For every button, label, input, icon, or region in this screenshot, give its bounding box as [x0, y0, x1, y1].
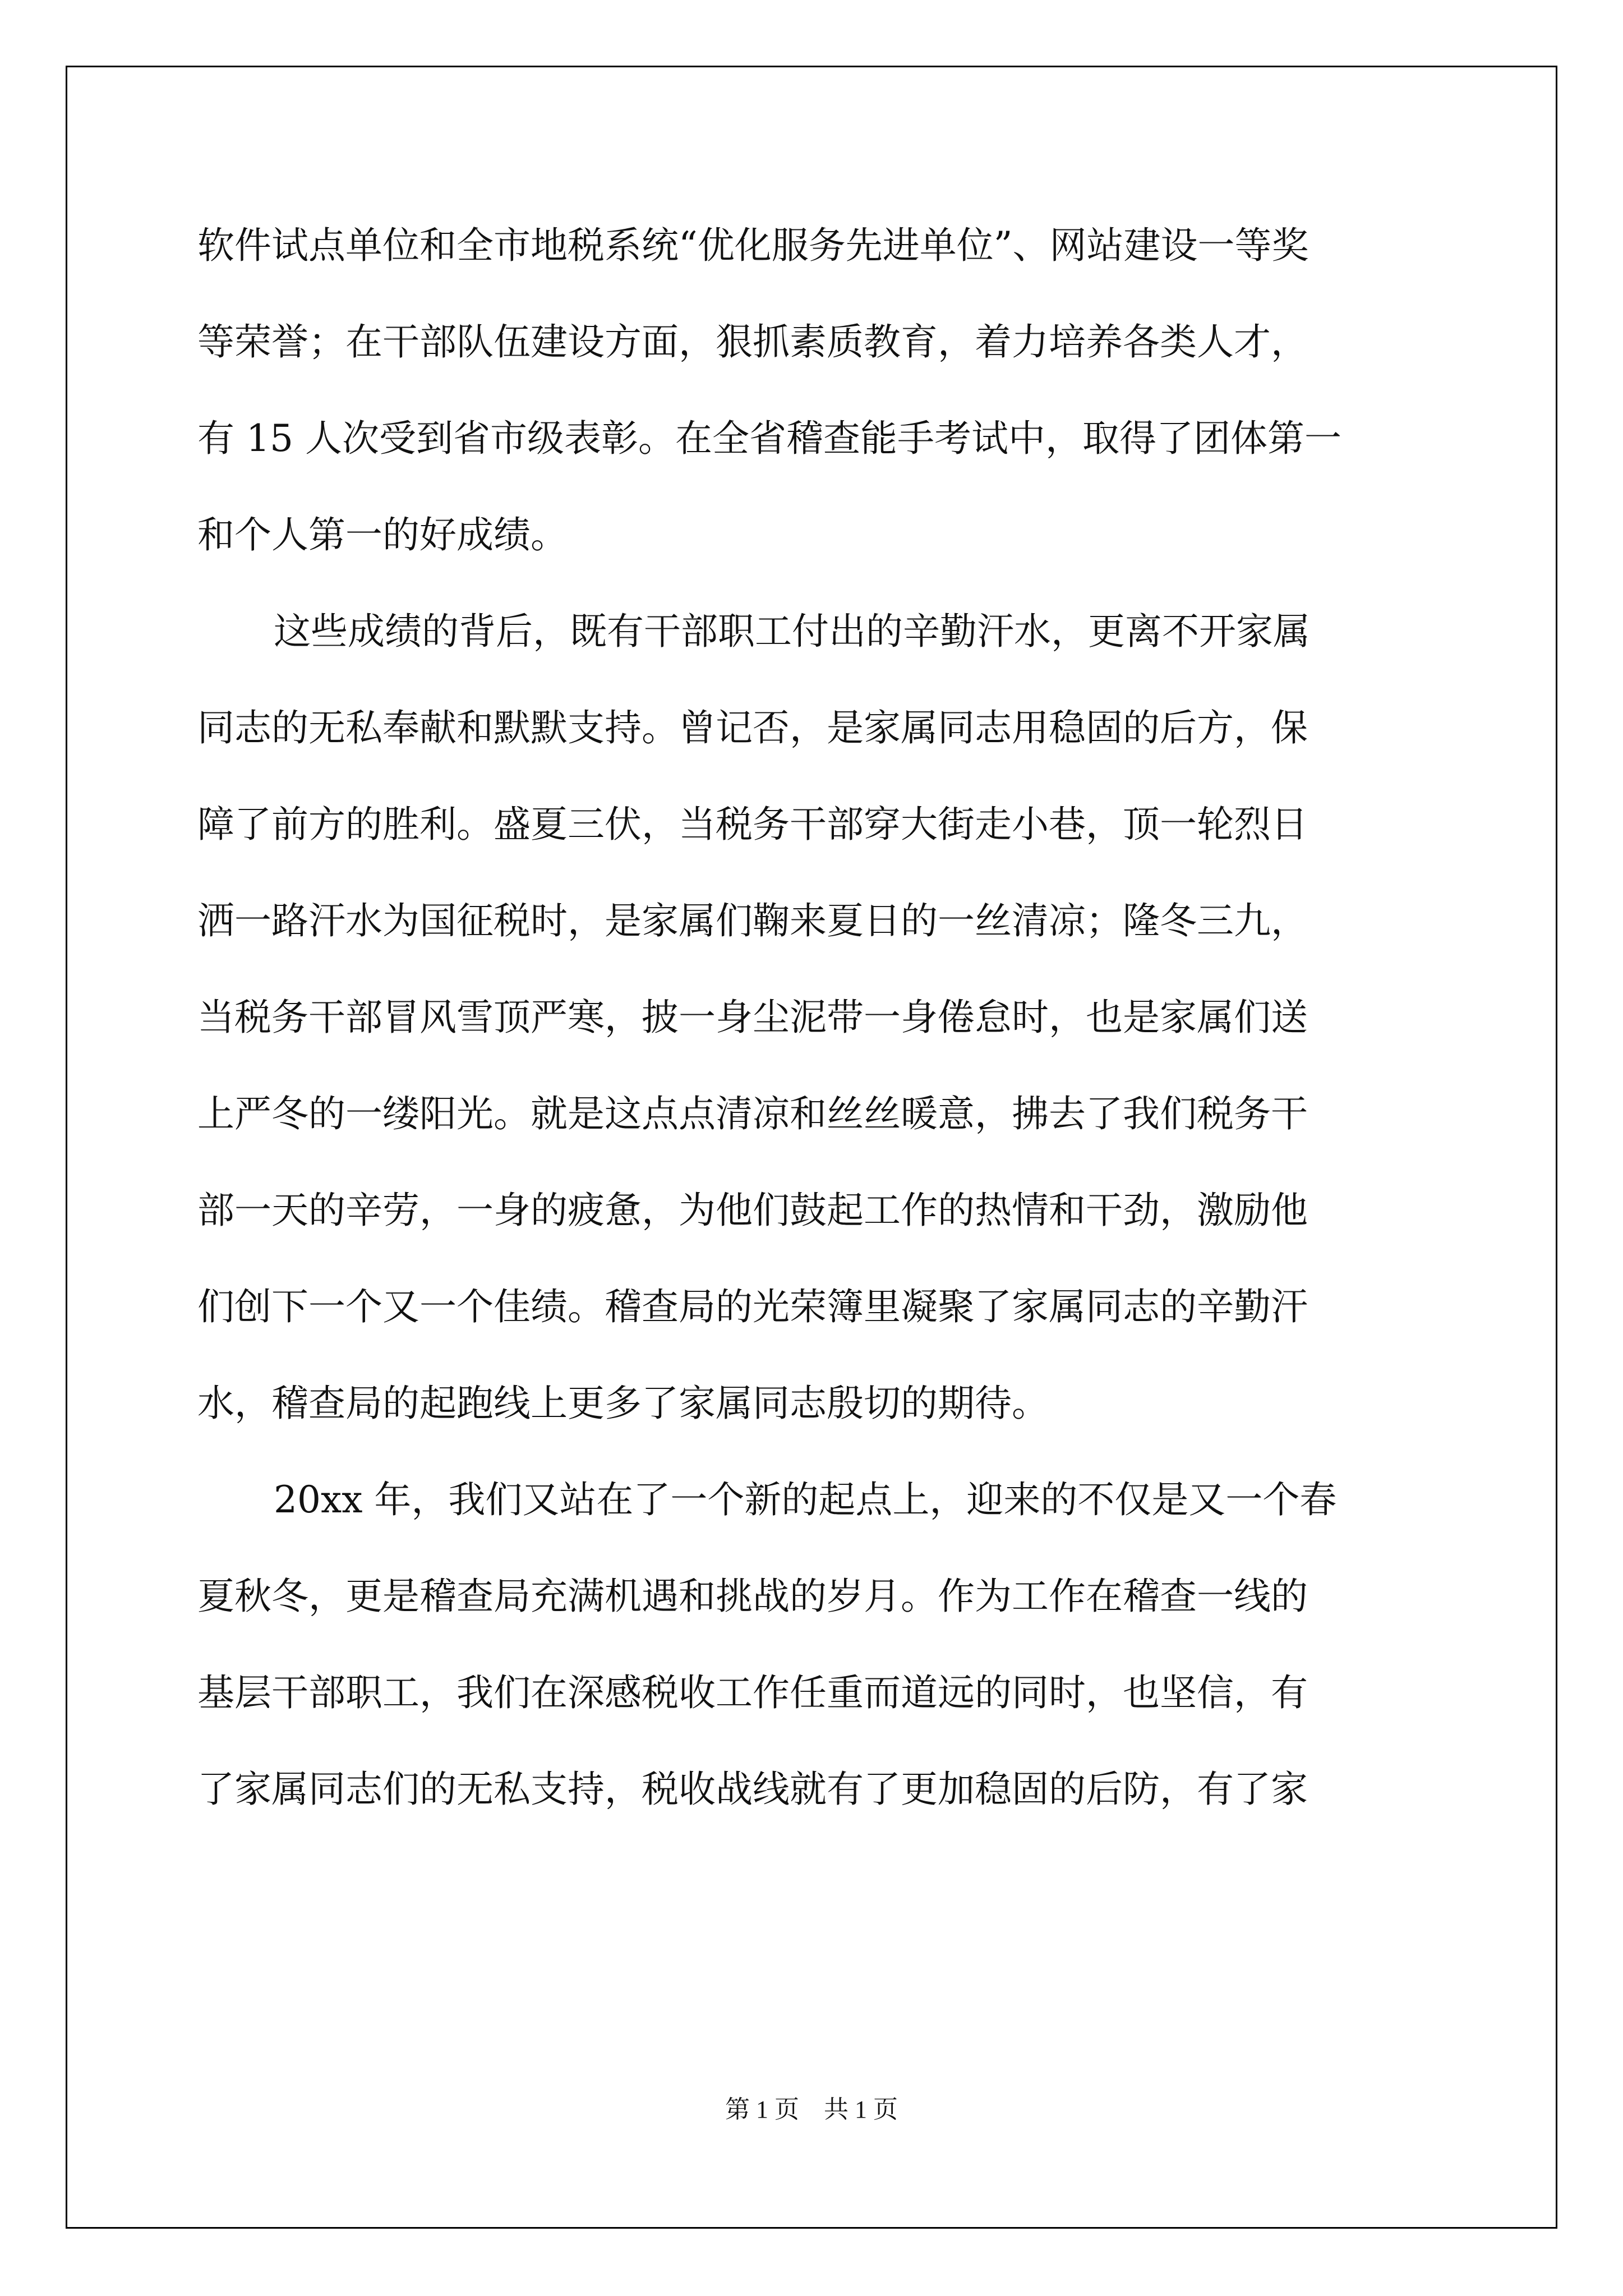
text-line-indented: 20xx 年，我们又站在了一个新的起点上，迎来的不仅是又一个春	[274, 1478, 1337, 1521]
text-line: 和个人第一的好成绩。	[197, 513, 568, 556]
text-line: 有 15 人次受到省市级表彰。在全省稽查能手考试中，取得了团体第一	[197, 417, 1341, 460]
text-line: 上严冬的一缕阳光。就是这点点清凉和丝丝暖意，拂去了我们税务干	[197, 1092, 1308, 1135]
text-line: 当税务干部冒风雪顶严寒，披一身尘泥带一身倦怠时，也是家属们送	[197, 996, 1308, 1039]
text-line: 水，稽查局的起跑线上更多了家属同志殷切的期待。	[197, 1382, 1049, 1425]
text-line: 们创下一个又一个佳绩。稽查局的光荣簿里凝聚了家属同志的辛勤汗	[197, 1285, 1308, 1328]
text-line: 软件试点单位和全市地税系统“优化服务先进单位”、网站建设一等奖	[197, 224, 1309, 267]
text-line: 夏秋冬，更是稽查局充满机遇和挑战的岁月。作为工作在稽查一线的	[197, 1575, 1308, 1618]
text-line: 洒一路汗水为国征税时，是家属们鞠来夏日的一丝清凉；隆冬三九，	[197, 899, 1308, 942]
text-line: 障了前方的胜利。盛夏三伏，当税务干部穿大街走小巷，顶一轮烈日	[197, 803, 1308, 846]
text-line: 了家属同志们的无私支持，税收战线就有了更加稳固的后防，有了家	[197, 1768, 1308, 1811]
text-line: 基层干部职工，我们在深感税收工作任重而道远的同时，也坚信，有	[197, 1671, 1308, 1714]
text-line: 同志的无私奉献和默默支持。曾记否，是家属同志用稳固的后方，保	[197, 706, 1308, 749]
text-line: 部一天的辛劳，一身的疲惫，为他们鼓起工作的热情和干劲，激励他	[197, 1189, 1308, 1232]
page-border	[66, 66, 1557, 2229]
text-line: 等荣誉；在干部队伍建设方面，狠抓素质教育，着力培养各类人才，	[197, 320, 1308, 364]
text-line-indented: 这些成绩的背后，既有干部职工付出的辛勤汗水，更离不开家属	[274, 610, 1310, 653]
page-number-footer: 第 1 页 共 1 页	[725, 2096, 898, 2123]
